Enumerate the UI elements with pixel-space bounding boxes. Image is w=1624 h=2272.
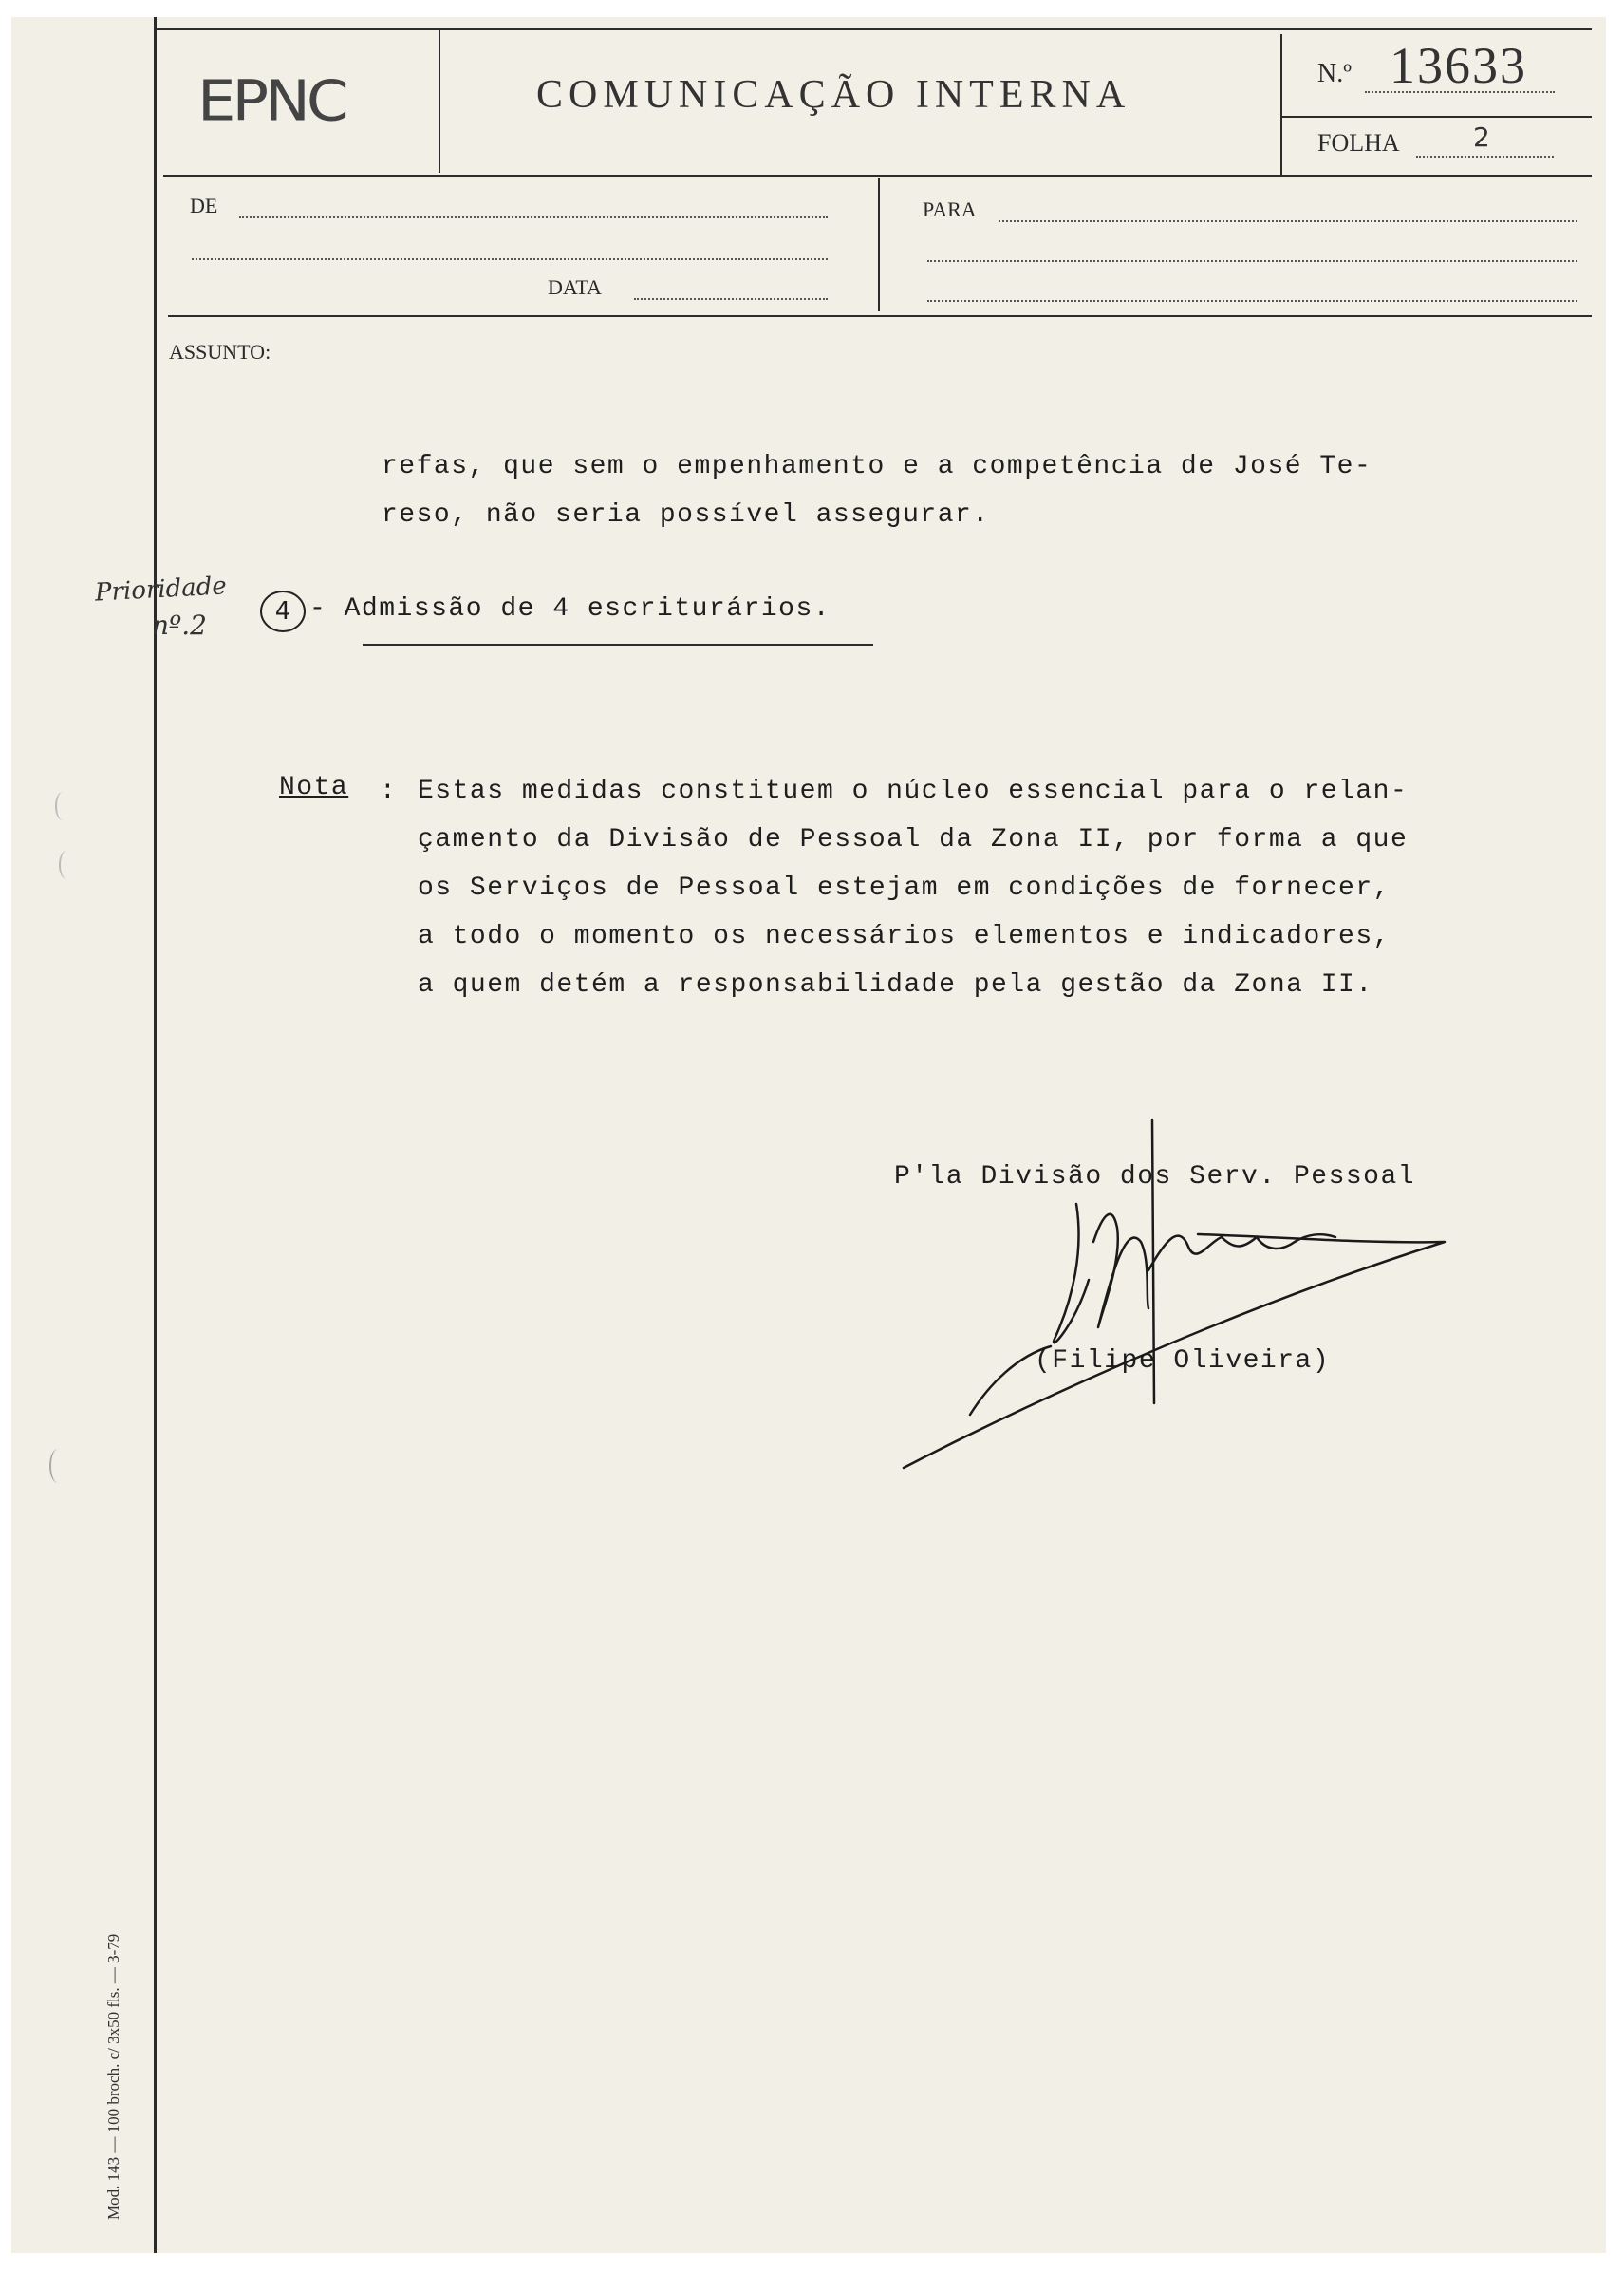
signature-division: P'la Divisão dos Serv. Pessoal xyxy=(894,1162,1416,1192)
punch-hole-mark-2 xyxy=(59,851,74,879)
nota-line-5: a quem detém a responsabilidade pela gestão da Zona II. xyxy=(418,970,1373,1000)
form-model-code: Mod. 143 — 100 broch. c/ 3x50 fls. — 3-79 xyxy=(104,1933,122,2220)
de-label: DE xyxy=(190,194,218,217)
para-label: PARA xyxy=(923,197,977,221)
item-text: - Admissão de 4 escriturários. xyxy=(309,594,831,624)
handwritten-priority-number: nº.2 xyxy=(152,610,207,641)
punch-hole-mark-1 xyxy=(55,792,70,820)
document-title: COMUNICAÇÃO INTERNA xyxy=(536,73,1131,117)
data-label: DATA xyxy=(548,275,602,299)
nota-line-1: Estas medidas constituem o núcleo essencial para o relan- xyxy=(418,777,1409,806)
nota-line-4: a todo o momento os necessários elementos e indicadores, xyxy=(418,922,1391,951)
body-line-1: refas, que sem o empenhamento e a competência de José Te- xyxy=(382,452,1372,481)
signature-name: (Filipe Oliveira) xyxy=(1035,1346,1331,1376)
assunto-label: ASSUNTO: xyxy=(169,340,271,364)
number-value: 13633 xyxy=(1390,37,1527,94)
nota-line-2: çamento da Divisão de Pessoal da Zona II, por forma a que xyxy=(418,825,1409,854)
handwritten-priority-note: Prioridade xyxy=(94,572,228,608)
nota-line-3: os Serviços de Pessoal estejam em condições de fornecer, xyxy=(418,873,1391,903)
nota-colon: : xyxy=(380,777,398,806)
folha-value: 2 xyxy=(1473,122,1490,153)
folha-label: FOLHA xyxy=(1317,129,1400,157)
number-label: N.º xyxy=(1317,59,1352,88)
handwritten-signature xyxy=(11,17,1606,2253)
company-logo: EPNC xyxy=(197,68,345,135)
document-page xyxy=(11,17,1606,2253)
nota-label: Nota xyxy=(279,773,349,802)
item-number-circled: 4 xyxy=(260,591,306,632)
punch-hole-mark-3 xyxy=(49,1449,66,1483)
body-line-2: reso, não seria possível assegurar. xyxy=(382,500,990,530)
